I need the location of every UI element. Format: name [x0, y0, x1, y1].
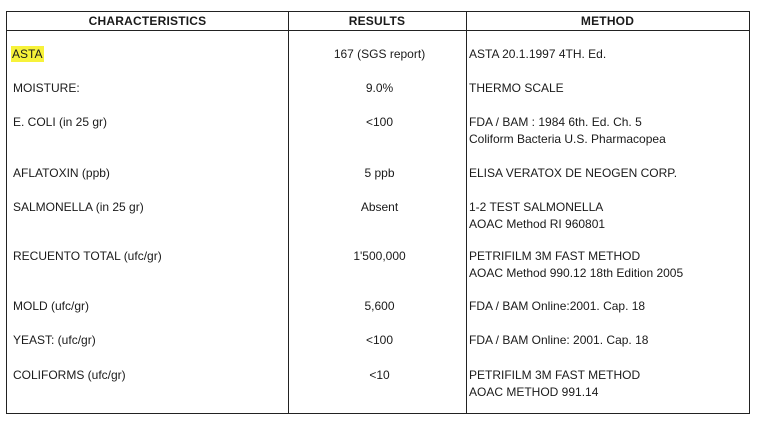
header-method: METHOD — [580, 14, 635, 28]
characteristic-cell: YEAST: (ufc/gr) — [13, 333, 96, 347]
method-cell: FDA / BAM Online:2001. Cap. 18 — [469, 299, 646, 313]
characteristic-cell: AFLATOXIN (ppb) — [13, 166, 110, 180]
result-cell: 167 (SGS report) — [333, 47, 426, 61]
characteristic-cell: RECUENTO TOTAL (ufc/gr) — [13, 249, 162, 263]
column-divider — [288, 12, 289, 413]
column-divider — [466, 12, 467, 413]
result-cell: <10 — [369, 368, 390, 382]
header-results: RESULTS — [348, 14, 406, 28]
highlighted-characteristic: ASTA — [12, 47, 43, 61]
result-cell: Absent — [360, 200, 399, 214]
method-cell: PETRIFILM 3M FAST METHOD — [469, 368, 641, 382]
characteristic-cell: MOISTURE: — [13, 81, 80, 95]
method-cell: FDA / BAM Online: 2001. Cap. 18 — [469, 333, 649, 347]
result-cell: 5 ppb — [364, 166, 395, 180]
method-cell-line2: Coliform Bacteria U.S. Pharmacopea — [469, 132, 666, 146]
characteristic-cell: MOLD (ufc/gr) — [13, 299, 90, 313]
method-cell: 1-2 TEST SALMONELLA — [469, 200, 604, 214]
result-cell: <100 — [365, 115, 394, 129]
results-table — [6, 11, 750, 414]
result-cell: 9.0% — [365, 81, 394, 95]
method-cell: THERMO SCALE — [469, 81, 564, 95]
characteristic-cell: COLIFORMS (ufc/gr) — [13, 368, 126, 382]
method-cell: ELISA VERATOX DE NEOGEN CORP. — [469, 166, 678, 180]
header-characteristics: CHARACTERISTICS — [88, 14, 207, 28]
characteristic-cell — [13, 46, 44, 62]
result-cell: 1'500,000 — [353, 249, 406, 263]
characteristic-cell: SALMONELLA (in 25 gr) — [13, 200, 144, 214]
method-cell-line2: AOAC METHOD 991.14 — [469, 385, 599, 399]
method-cell: ASTA 20.1.1997 4TH. Ed. — [469, 47, 607, 61]
characteristic-cell: E. COLI (in 25 gr) — [13, 115, 108, 129]
method-cell-line2: AOAC Method 990.12 18th Edition 2005 — [469, 266, 684, 280]
method-cell-line2: AOAC Method RI 960801 — [469, 217, 606, 231]
method-cell: FDA / BAM : 1984 6th. Ed. Ch. 5 — [469, 115, 642, 129]
result-cell: 5,600 — [364, 299, 395, 313]
header-divider — [7, 30, 749, 31]
result-cell: <100 — [365, 333, 394, 347]
method-cell: PETRIFILM 3M FAST METHOD — [469, 249, 641, 263]
